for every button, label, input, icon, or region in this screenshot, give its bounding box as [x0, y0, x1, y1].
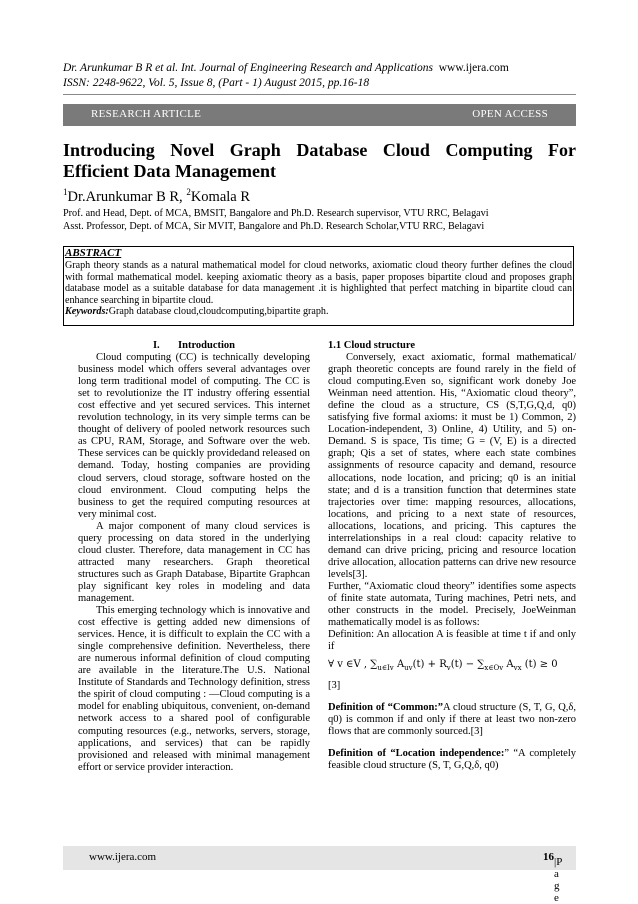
- header-issn: ISSN: 2248-9622, Vol. 5, Issue 8, (Part - 1) August 2015, pp.16-18: [63, 77, 370, 89]
- definition-location-label: Definition of “Location independence:: [328, 748, 505, 760]
- journal-citation: Dr. Arunkumar B R et al. Int. Journal of Engineering Research and Applications: [63, 62, 433, 74]
- page-number: [543, 851, 562, 904]
- article-banner: [63, 104, 576, 126]
- definition-common-label: Definition of “Common:”: [328, 702, 444, 714]
- right-column: [328, 340, 576, 773]
- keywords-line: [65, 306, 329, 317]
- research-article-label: RESEARCH ARTICLE: [91, 108, 202, 120]
- cloud-structure-paragraph-1: Conversely, exact axiomatic, formal mathematical/ graph theoretic concepts are found rarely in the field of cloud computing.Even so, significant work doneby Joe Weinman need attention. His, “Axiomatic cloud theory”, define the cloud as a structure, CS (S,T,G,Q,d, q0) satisfying five formal axioms: it must be 1) Common, 2) Location-independent, 3) Online, 4) Utility, and 5) on-Demand. S is space, Tis time; G = (V, E) is a directed graph; Qis a set of states, where each state combines assignments of resource capacity and demand, resource allocations, node location, and pricing; q0 is an initial state; and d is a transition function that determines state trajectories over time: mapping resources, allocations, locations, and pricing to a next state of resources, allocations, locations, and pricing. This captures the interrelationships in a real cloud: capacity relative to demand can drive pricing, pricing and resource location drive allocation, allocation patterns can drive new resource levels[3].: [328, 352, 576, 580]
- section-heading-introduction: I. Introduction: [152, 340, 236, 351]
- equation-reference: [3]: [328, 680, 341, 692]
- abstract-text: Graph theory stands as a natural mathematical model for cloud networks, axiomatic cloud theory further defines the cloud with formal mathematical model. keeping axiomatic theory as a basis, paper proposes bipartite cloud and proposes graph database model as a suitable database for data management .it is highlighted that perfect matching in bipartite cloud can enhance searching in bipartite cloud.: [65, 260, 572, 306]
- paper-title: [63, 140, 576, 182]
- header-citation: [63, 62, 509, 74]
- title-line-1: Introducing Novel Graph Database Cloud Computing For: [63, 140, 576, 160]
- definition-location-text: ” “A completely feasible cloud structure (S, T, G,Q,δ, q0): [328, 748, 576, 772]
- intro-paragraph-2: A major component of many cloud services is query processing on data stored in the underlying cloud cluster. Therefore, data management in CC has attracted many researchers. Graph theoretical structures such as Graph Database, Bipartite Graphcan play significant key roles in modeling and data management.: [78, 520, 310, 604]
- page-footer: [63, 846, 576, 904]
- footer-url[interactable]: www.ijera.com: [89, 851, 157, 863]
- page-label: |P a g e: [554, 856, 562, 904]
- definition-allocation: Definition: An allocation A is feasible at time t if and only if: [328, 629, 576, 653]
- feasibility-equation: ∀ v ∈V , $\sum_{u\in Iv}$ $A_{uv}(t) + R_v(t) - \sum_{x\in Ov}$ $A_{vx}$ (t) ≥ 0: [328, 659, 558, 673]
- author1: Dr.Arunkumar B R,: [67, 188, 187, 205]
- header-rule: [63, 94, 576, 95]
- definition-common: [328, 702, 576, 738]
- open-access-label: OPEN ACCESS: [472, 108, 548, 120]
- subsection-heading-cloud-structure: 1.1 Cloud structure: [328, 340, 416, 351]
- authors: [63, 187, 250, 206]
- author1-sup: 1: [63, 187, 68, 197]
- abstract-heading: ABSTRACT: [65, 247, 122, 259]
- intro-paragraph-3: This emerging technology which is innovative and cost effective is getting added new dimensions of services. Hence, it is difficult to explain the CC with a single comprehensive definition. Nevertheless, there are numerous informal definition of cloud computing are available in the literature.The U.S. National Institute of Standards and Technology definition, stress the spirit of cloud computing : ―Cloud computing is a model for enabling ubiquitous, convenient, on-demand network access to a shared pool of configurable computing resources (e.g., networks, servers, storage, applications, and services) that can be rapidly provisioned and released with minimal management effort or service provider interaction.: [78, 605, 310, 773]
- keywords-text: Graph database cloud,cloudcomputing,bipartite graph.: [108, 306, 329, 318]
- header-url[interactable]: www.ijera.com: [438, 62, 509, 74]
- keywords-label: Keywords:: [65, 306, 109, 318]
- affiliation-2: Asst. Professor, Dept. of MCA, Sir MVIT, Bangalore and Ph.D. Research Scholar,VTU RRC, Belagavi: [63, 221, 485, 232]
- cloud-structure-paragraph-2: Further, “Axiomatic cloud theory” identifies some aspects of finite state automata, Turing machines, Petri nets, and other constructs in the model. Precisely, JoeWeinman mathematically model is as follows:: [328, 580, 576, 629]
- intro-paragraph-1: Cloud computing (CC) is technically developing business model which offers several advantages over long term traditional model of computing. The CC is set to revolutionize the IT industry offering essential cost effective and yet secured services. This internet revolution technology, in its very simple terms can be thought of delivery of pooled network resources such as CPU, RAM, Storage, and Software over the web. These services can be quickly providedand released on demand. Today, hosting companies are providing cloud servers, cloud storage, software hosted on the cloud environment. Cloud computing helps the business to get the required computing resources at very minimal cost.: [78, 352, 310, 520]
- abstract-box: [63, 246, 574, 326]
- author2-sup: 2: [186, 187, 191, 197]
- definition-location: [328, 748, 576, 772]
- affiliation-1: Prof. and Head, Dept. of MCA, BMSIT, Bangalore and Ph.D. Research supervisor, VTU RRC, Belagavi: [63, 208, 489, 219]
- definition-common-text: A cloud structure (S, T, G, Q,δ, q0) is common if and only if there at least two non-zero flows that are commonly sourced.[3]: [328, 702, 577, 738]
- page-num: 16: [543, 851, 554, 863]
- title-line-2: Efficient Data Management: [63, 161, 276, 181]
- left-column: [78, 340, 310, 774]
- author2: Komala R: [190, 188, 251, 205]
